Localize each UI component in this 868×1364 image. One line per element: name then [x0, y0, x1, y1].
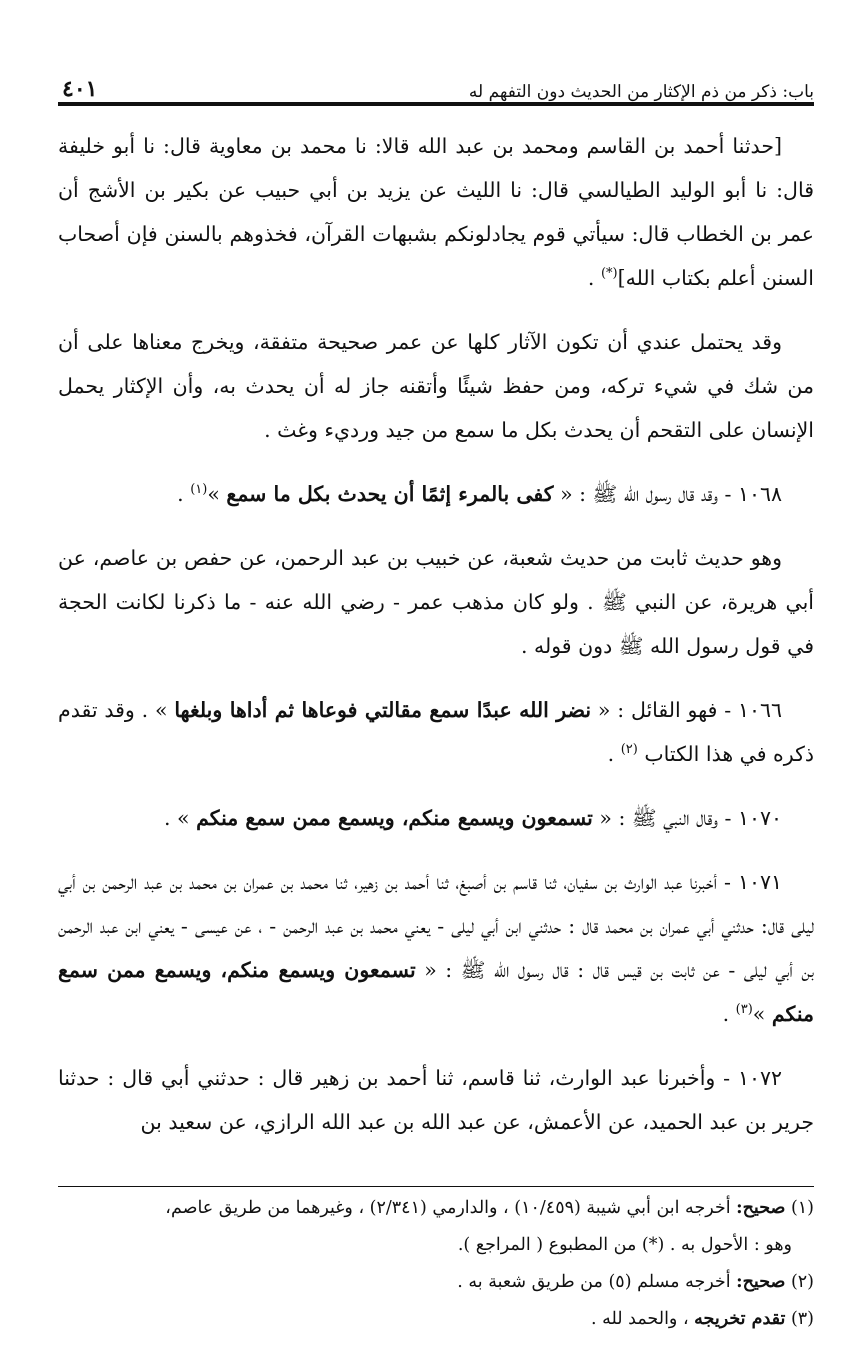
paragraph-athar-umar — [58, 124, 814, 300]
running-title: باب: ذكر من ذم الإكثار من الحديث دون التفهم له — [468, 82, 814, 102]
footnote-ref-2: (٢) — [620, 742, 638, 758]
hadith-end: . — [607, 742, 621, 766]
hadith-1072: ١٠٧٢ - وأخبرنا عبد الوارث، ثنا قاسم، ثنا أحمد بن زهير قال : حدثني أبي قال : حدثنا جرير بن عبد الحميد، عن الأعمش، عن عبد الله بن عبد الله الرازي، عن سعيد بن — [58, 1066, 814, 1134]
hadith-lead: ١٠٦٦ - فهو القائل : « — [591, 698, 782, 722]
hadith-1071 — [58, 860, 814, 1036]
header-rule — [58, 102, 814, 106]
main-text — [58, 124, 814, 1158]
hadith-tail: » — [207, 482, 227, 506]
footnote-grade: صحيح: — [736, 1272, 786, 1292]
footnote-grade: تقدم تخريجه — [694, 1309, 786, 1329]
hadith-lead: ١٠٧١ - أخبرنا عبد الوارث بن سفيان، ثنا قاسم بن أصبغ، ثنا أحمد بن زهير، ثنا محمد بن عمران بن محمد بن عبد الرحمن بن أبي ليلى قال: حدثني أبي عمران بن محمد قال : حدثني ابن أبي ليلى - يعني محمد بن عبد الرحمن - ، عن عيسى - يعني ابن عبد الرحمن بن أبي ليلى - عن ثابت بن قيس قال : قال رسول الله ﷺ : « — [58, 870, 814, 982]
hadith-tail: » . وقد تقدم ذكره في هذا الكتاب — [58, 698, 814, 766]
paragraph-isnad-commentary: وهو حديث ثابت من حديث شعبة، عن خبيب بن عبد الرحمن، عن حفص بن عاصم، عن أبي هريرة، عن النبي ﷺ . ولو كان مذهب عمر - رضي الله عنه - ما ذكرنا لكانت الحجة في قول رسول الله ﷺ دون قوله . — [58, 546, 814, 658]
hadith-tail: » . — [164, 806, 197, 830]
hadith-text-bold: تسمعون ويسمع منكم، ويسمع ممن سمع منكم — [58, 958, 814, 1026]
footnote-1 — [58, 1190, 814, 1227]
hadith-1070 — [58, 796, 814, 840]
footnote-ref-star: (*) — [600, 266, 618, 282]
footnote-grade: صحيح: — [736, 1198, 786, 1218]
page-number: ٤٠١ — [62, 76, 98, 102]
hadith-tail: » — [752, 1002, 772, 1026]
hadith-text-bold: نضر الله عبدًا سمع مقالتي فوعاها ثم أداها وبلغها — [174, 698, 592, 722]
hadith-lead: ١٠٧٠ - وقال النبي ﷺ : « — [592, 806, 782, 830]
page-header — [62, 70, 814, 102]
paragraph-commentary: وقد يحتمل عندي أن تكون الآثار كلها عن عمر صحيحة متفقة، ويخرج معناها على أن من شك في شيء تركه، ومن حفظ شيئًا وأتقنه جاز له أن يحدث به، وأن الإكثار يحمل الإنسان على التقحم أن يحدث بكل ما سمع من جيد ورديء وغث . — [58, 330, 814, 442]
hadith-lead: ١٠٦٨ - وقد قال رسول الله ﷺ : « — [553, 482, 782, 506]
footnote-number: (٢) — [785, 1272, 814, 1292]
hadith-end: . — [177, 482, 191, 506]
hadith-text-bold: كفى بالمرء إثمًا أن يحدث بكل ما سمع — [226, 482, 554, 506]
footnote-number: (١) — [785, 1198, 814, 1218]
paragraph-text: [حدثنا أحمد بن القاسم ومحمد بن عبد الله قالا: نا محمد بن معاوية قال: نا أبو خليفة قال: نا أبو الوليد الطيالسي قال: نا الليث عن يزيد بن أبي حبيب عن بكير بن الأشج أن عمر بن الخطاب قال: سيأتي قوم يجادلونكم بشبهات القرآن، فخذوهم بالسنن فإن أصحاب السنن أعلم بكتاب الله] — [58, 134, 814, 290]
footnote-3 — [58, 1301, 814, 1338]
footnote-number: (٣) — [785, 1309, 814, 1329]
hadith-1066 — [58, 688, 814, 776]
footnote-2 — [58, 1264, 814, 1301]
hadith-text-bold: تسمعون ويسمع منكم، ويسمع ممن سمع منكم — [196, 806, 593, 830]
footnotes — [58, 1190, 814, 1338]
footnote-text: أخرجه مسلم (٥) من طريق شعبة به . — [457, 1272, 737, 1292]
hadith-end: . — [722, 1002, 736, 1026]
hadith-1068 — [58, 472, 814, 516]
paragraph-end: . — [587, 266, 601, 290]
footnote-separator — [58, 1186, 814, 1187]
footnote-text: ، والحمد لله . — [590, 1309, 695, 1329]
footnote-1-continuation: وهو : الأحول به . (*) من المطبوع ( المراجع ). — [457, 1235, 792, 1255]
footnote-ref-3: (٣) — [735, 1002, 753, 1018]
footnote-ref-1: (١) — [190, 482, 208, 498]
footnote-text: أخرجه ابن أبي شيبة (١٠/٤٥٩) ، والدارمي (٢/٣٤١) ، وغيرهما من طريق عاصم، — [165, 1198, 737, 1218]
